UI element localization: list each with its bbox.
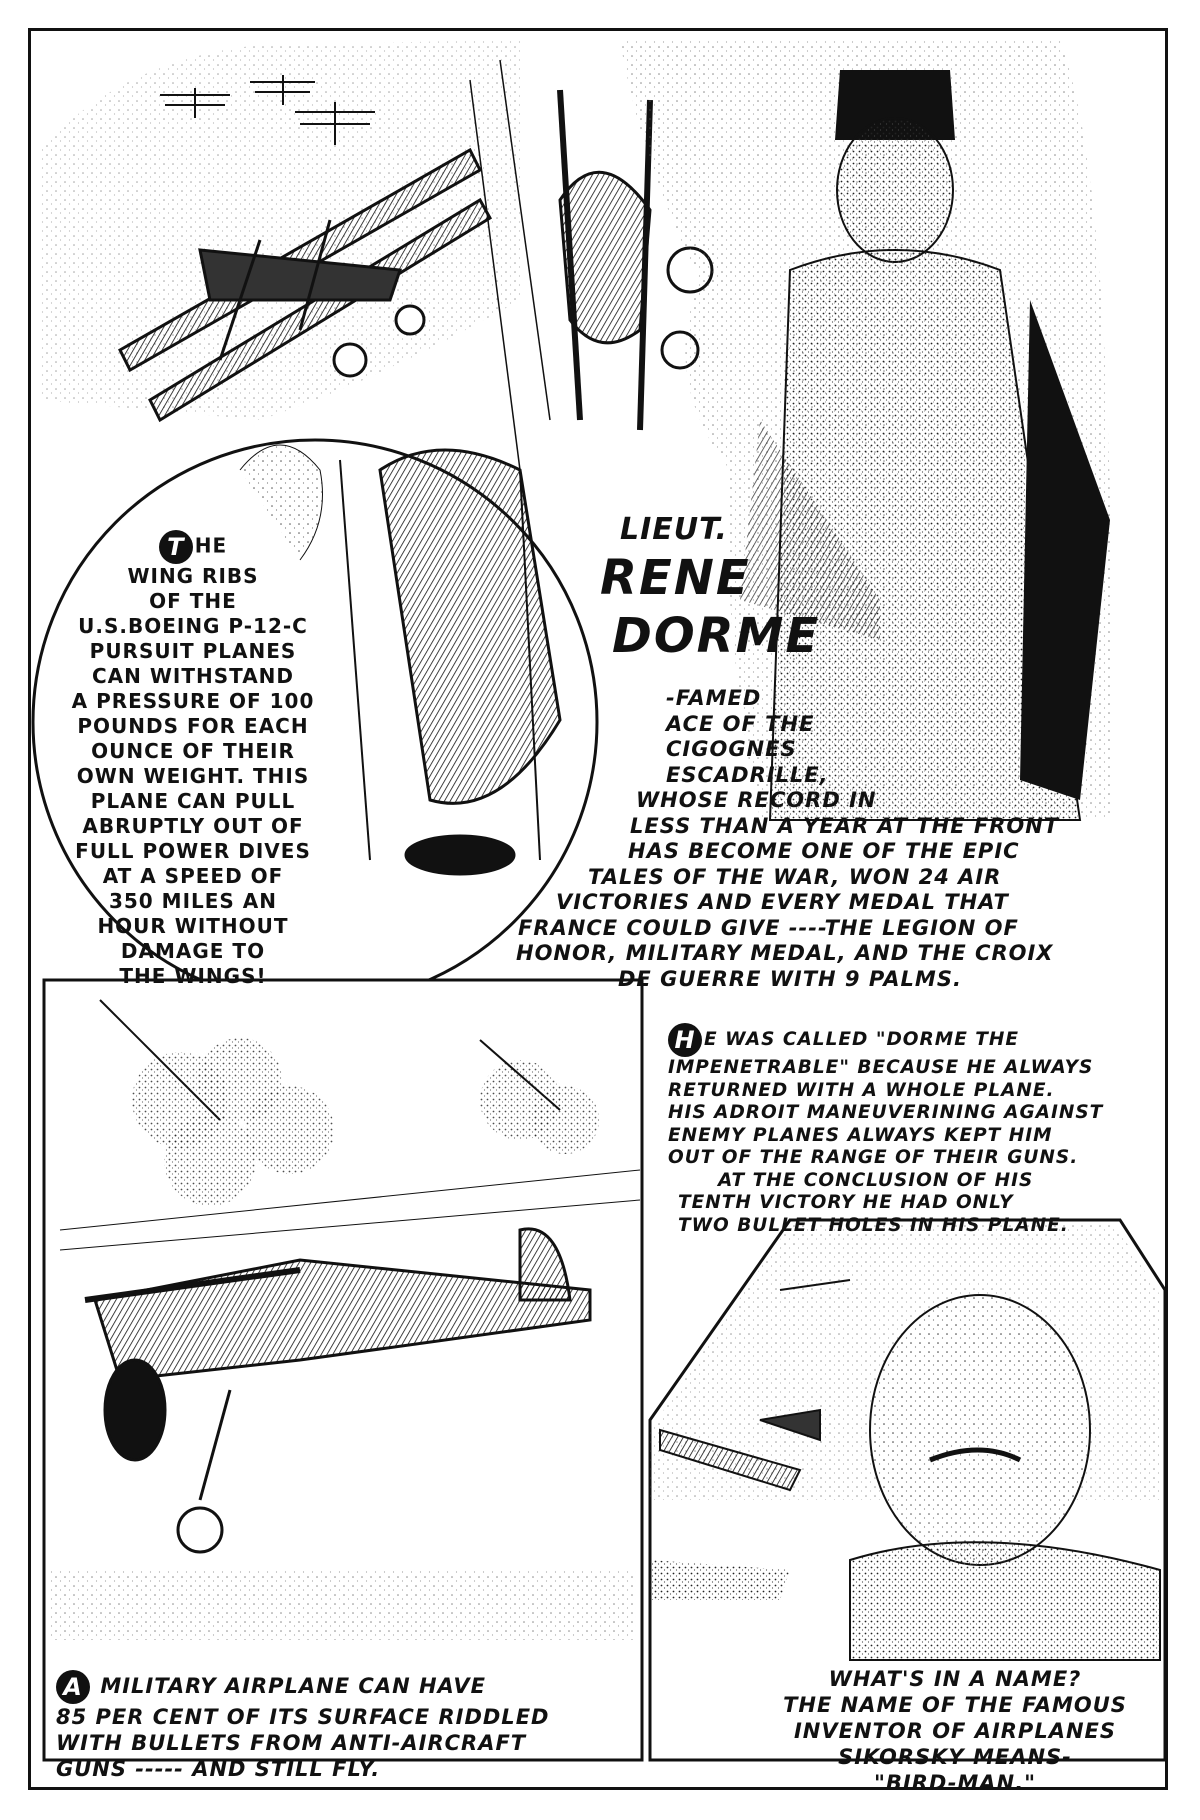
bio-line: HAS BECOME ONE OF THE EPIC [628,839,1020,863]
caption-line: HE [194,533,228,558]
drop-cap: H [668,1023,702,1057]
caption-line: HIS ADROIT MANEUVERINING AGAINST [668,1102,1104,1123]
bio-line: FRANCE COULD GIVE ----THE LEGION OF [518,915,1019,940]
caption-line: ENEMY PLANES ALWAYS KEPT HIM [668,1124,1053,1146]
caption-line: TWO BULLET HOLES IN HIS PLANE. [678,1214,1069,1236]
caption-line: MILITARY AIRPLANE CAN HAVE [100,1674,486,1698]
bullet-holes-caption [668,1023,1168,1237]
sky-biplanes-illustration [40,40,520,420]
caption-line: OWN WEIGHT. THIS [76,764,310,788]
caption-line: TENTH VICTORY HE HAD ONLY [678,1192,1014,1213]
caption-line: AT THE CONCLUSION OF HIS [718,1169,1034,1191]
sikorsky-caption [735,1666,1175,1796]
bio-line: TALES OF THE WAR, WON 24 AIR [588,864,1002,889]
caption-line: ABRUPTLY OUT OF [82,814,304,838]
wing-ribs-caption [38,530,348,989]
bio-line: WHOSE RECORD IN [636,788,877,812]
bio-line: DE GUERRE WITH 9 PALMS. [618,966,962,991]
bio-line: CIGOGNES [666,737,797,761]
caption-line: SIKORSKY MEANS- [838,1745,1072,1769]
caption-line: WITH BULLETS FROM ANTI-AIRCRAFT [56,1731,527,1755]
caption-line: DAMAGE TO [120,939,266,963]
bio-line: ESCADRILLE, [666,762,829,787]
caption-line: INVENTOR OF AIRPLANES [793,1719,1117,1743]
caption-line: PLANE CAN PULL [90,789,296,813]
caption-line: E WAS CALLED "DORME THE [704,1029,1020,1050]
bio-line: HONOR, MILITARY MEDAL, AND THE CROIX [516,941,1054,965]
dorme-rank-title: LIEUT. [620,512,728,547]
caption-line: GUNS ----- AND STILL FLY. [56,1757,381,1781]
caption-line: 85 PER CENT OF ITS SURFACE RIDDLED [56,1705,550,1729]
caption-line: WHAT'S IN A NAME? [828,1667,1082,1691]
caption-line: FULL POWER DIVES [75,839,311,863]
caption-line: U.S.BOEING P-12-C [78,614,308,638]
bio-line: VICTORIES AND EVERY MEDAL THAT [556,890,1009,914]
dorme-biography [470,686,1170,992]
dorme-first-name: RENE [600,550,751,606]
caption-line: A PRESSURE OF 100 [71,689,315,713]
drop-cap: T [159,530,193,564]
caption-line: "BIRD-MAN." [873,1771,1037,1795]
caption-line: HOUR WITHOUT [97,914,289,938]
caption-line: RETURNED WITH A WHOLE PLANE. [668,1079,1055,1101]
military-airplane-caption [56,1670,646,1782]
caption-line: POUNDS FOR EACH [77,714,309,738]
caption-line: THE NAME OF THE FAMOUS [783,1693,1127,1717]
caption-line: CAN WITHSTAND [91,664,295,688]
caption-line: IMPENETRABLE" BECAUSE HE ALWAYS [668,1057,1094,1078]
bio-line: ACE OF THE [666,711,815,736]
dorme-last-name: DORME [612,608,821,664]
caption-line: AT A SPEED OF [102,864,284,888]
caption-line: OUNCE OF THEIR [91,739,295,763]
drop-cap: A [56,1670,90,1704]
caption-line: PURSUIT PLANES [89,639,297,663]
caption-line: OF THE [149,589,237,613]
riddled-airplane-panel [44,980,642,1760]
bio-line: LESS THAN A YEAR AT THE FRONT [630,813,1060,838]
caption-line: WING RIBS [127,564,259,588]
caption-line: THE WINGS! [119,964,267,988]
bio-line: -FAMED [666,686,762,710]
caption-line: 350 MILES AN [108,889,278,913]
caption-line: OUT OF THE RANGE OF THEIR GUNS. [668,1147,1079,1168]
